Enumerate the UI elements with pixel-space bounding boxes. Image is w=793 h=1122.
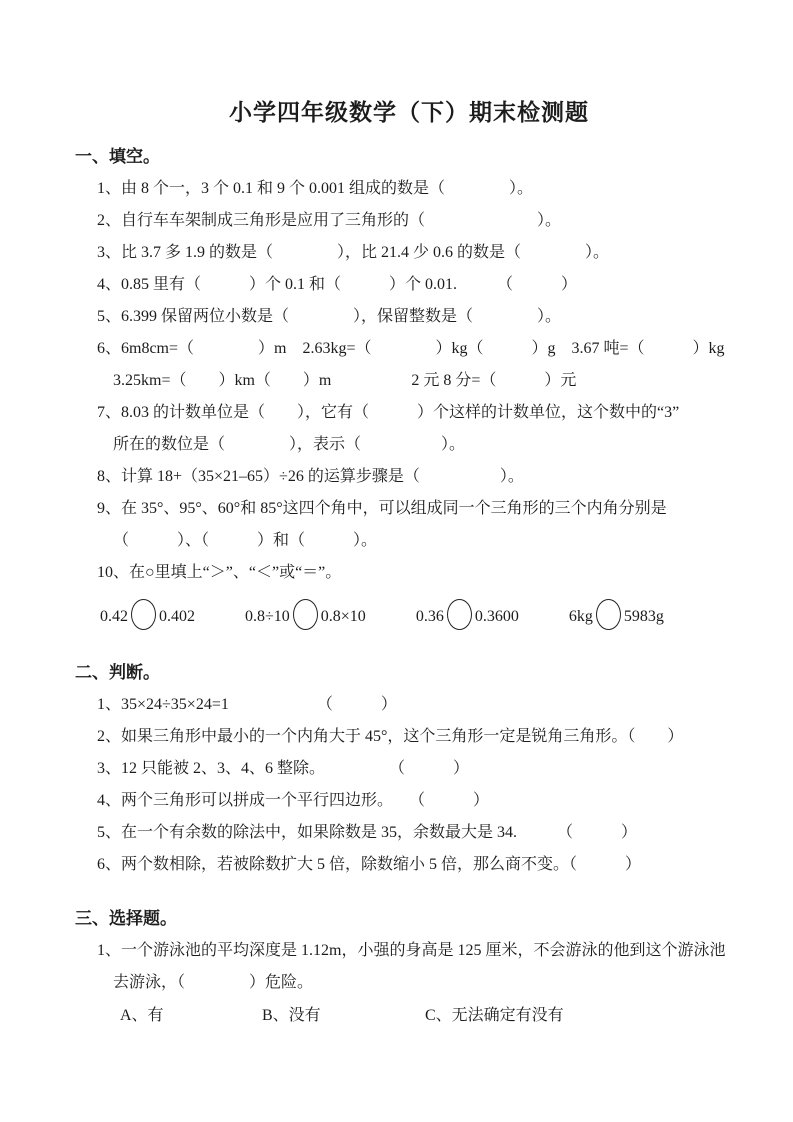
compare-left-value: 0.42 — [100, 607, 128, 625]
fill-question-1: 1、由 8 个一，3 个 0.1 和 9 个 0.001 组成的数是（ ）。 — [97, 180, 534, 197]
compare-right-value: 0.402 — [159, 607, 195, 625]
compare-circle — [447, 599, 472, 630]
fill-question-8: 8、计算 18+（35×21–65）÷26 的运算步骤是（ ）。 — [97, 468, 524, 485]
judge-question-5: 5、在一个有余数的除法中，如果除数是 35，余数最大是 34. （ ） — [97, 824, 638, 841]
judge-question-4: 4、两个三角形可以拼成一个平行四边形。 （ ） — [97, 792, 490, 809]
option-b: B、没有 — [262, 1007, 321, 1024]
section-heading-judge: 二、判断。 — [75, 663, 160, 682]
fill-question-3: 3、比 3.7 多 1.9 的数是（ ），比 21.4 少 0.6 的数是（ ）。 — [97, 244, 610, 261]
choice-options-row — [75, 999, 743, 1032]
fill-question-7-continued: 所在的数位是（ ），表示（ ）。 — [113, 436, 466, 453]
compare-item — [100, 599, 195, 630]
section-multiple-choice — [75, 903, 743, 1032]
option-c: C、无法确定有没有 — [425, 1007, 564, 1024]
compare-right-value: 0.3600 — [474, 607, 519, 625]
compare-circle — [596, 599, 621, 630]
compare-item — [245, 599, 366, 630]
fill-question-6: 6、6m8cm=（ ）m 2.63kg=（ ）kg（ ）g 3.67 吨=（ ）kg — [97, 340, 725, 357]
judge-question-2: 2、如果三角形中最小的一个内角大于 45°，这个三角形一定是锐角三角形。（ ） — [97, 728, 684, 745]
compare-left-value: 0.36 — [415, 607, 444, 625]
compare-left-value: 0.8÷10 — [245, 607, 290, 625]
option-a: A、有 — [120, 1007, 164, 1024]
fill-question-7: 7、8.03 的计数单位是（ ），它有（ ）个这样的计数单位，这个数中的“3” — [97, 404, 680, 421]
judge-question-1: 1、35×24÷35×24=1 （ ） — [97, 696, 397, 713]
fill-question-4: 4、0.85 里有（ ）个 0.1 和（ ）个 0.01. （ ） — [97, 276, 578, 293]
judge-question-3: 3、12 只能被 2、3、4、6 整除。 （ ） — [97, 760, 470, 777]
fill-question-6-continued: 3.25km=（ ）km（ ）m 2 元 8 分=（ ）元 — [113, 372, 577, 389]
compare-left-value: 6kg — [568, 607, 593, 625]
page-title: 小学四年级数学（下）期末检测题 — [229, 100, 589, 125]
fill-question-5: 5、6.399 保留两位小数是（ ），保留整数是（ ）。 — [97, 308, 562, 325]
section-fill-in-blanks — [75, 141, 743, 637]
compare-item — [416, 599, 519, 630]
compare-circle — [131, 599, 156, 630]
fill-question-9: 9、在 35°、95°、60°和 85°这四个角中，可以组成同一个三角形的三个内角分别是 — [97, 500, 667, 517]
fill-question-9-continued: （ ）、（ ）和（ ）。 — [113, 532, 378, 549]
section-heading-choice: 三、选择题。 — [75, 909, 177, 928]
compare-row — [75, 591, 743, 637]
choice-question-1: 1、一个游泳池的平均深度是 1.12m，小强的身高是 125 厘米，不会游泳的他到这个游泳池 — [97, 942, 726, 959]
section-true-false — [75, 657, 743, 881]
compare-right-value: 0.8×10 — [320, 607, 366, 625]
compare-circle — [293, 599, 318, 630]
choice-question-1-continued: 去游泳，（ ）危险。 — [113, 974, 314, 991]
fill-question-2: 2、自行车车架制成三角形是应用了三角形的（ ）。 — [97, 212, 562, 229]
fill-question-10: 10、在○里填上“＞”、“＜”或“＝”。 — [97, 564, 342, 581]
compare-item — [569, 599, 664, 630]
compare-right-value: 5983g — [623, 607, 664, 625]
judge-question-6: 6、两个数相除，若被除数扩大 5 倍，除数缩小 5 倍，那么商不变。（ ） — [97, 856, 642, 873]
section-heading-fill: 一、填空。 — [75, 147, 160, 166]
